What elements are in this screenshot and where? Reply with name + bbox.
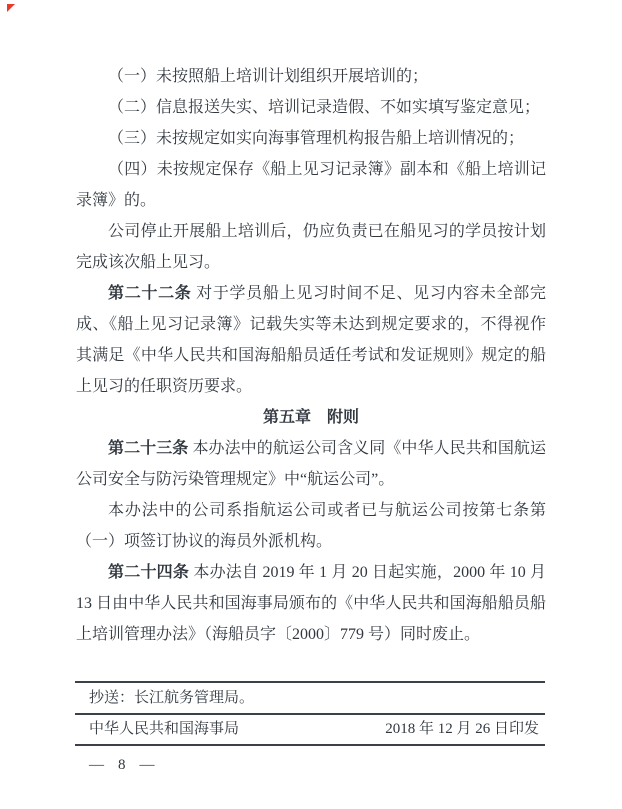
print-date: 2018 年 12 月 26 日印发 [385,721,539,737]
paragraph-text: （三）未按规定如实向海事管理机构报告船上培训情况的； [108,130,525,147]
article-number: 第二十三条 [108,440,189,457]
list-item-1 [76,61,546,92]
paragraph-text: 本办法自 2019 年 1 月 20 日起实施，2000 年 10 月 13 日由中华人民共和国海事局颁布的《中华人民共和国海船船员船上培训管理办法》（海船员字〔2000〕779 号）同时废止。 [76,564,546,643]
article-23-paragraph [76,433,546,495]
paragraph-text: 本办法中的航运公司含义同《中华人民共和国航运公司安全与防污染管理规定》中“航运公司”。 [76,440,546,488]
page-number-value: 8 [118,757,126,773]
article-22-paragraph [76,278,546,402]
article-number: 第二十四条 [108,564,190,581]
divider [75,744,545,746]
paragraph-text: （一）未按照船上培训计划组织开展培训的； [108,68,429,85]
list-item-3 [76,123,546,154]
document-footer [75,681,545,775]
article-number: 第二十二条 [108,285,192,302]
paragraph-text: 本办法中的公司系指航运公司或者已与航运公司按第七条第（一）项签订协议的海员外派机构。 [76,502,546,550]
list-item-4 [76,154,546,216]
issuing-agency: 中华人民共和国海事局 [89,721,240,737]
paragraph-text: 公司停止开展船上培训后，仍应负责已在船见习的学员按计划完成该次船上见习。 [76,223,546,271]
red-corner-marker-icon [7,4,15,12]
page-dash-right: — [139,757,155,773]
issuer-row [75,715,545,744]
paragraph-text: （四）未按规定保存《船上见习记录簿》副本和《船上培训记录簿》的。 [76,161,546,209]
chapter-heading: 第五章 附则 [262,409,359,426]
paragraph-text: 对于学员船上见习时间不足、见习内容未全部完成、《船上见习记录簿》记载失实等未达到规定要求的，不得视作其满足《中华人民共和国海船船员适任考试和发证规则》规定的船上见习的任职资历要求。 [76,285,546,395]
paragraph [76,495,546,557]
paragraph [76,216,546,278]
article-24-paragraph [76,557,546,650]
cc-note: 抄送：长江航务管理局。 [89,690,255,706]
list-item-2 [76,92,546,123]
page-number [75,755,545,775]
document-body [76,61,546,650]
page-dash-left: — [89,757,104,773]
paragraph-text: （二）信息报送失实、培训记录造假、不如实填写鉴定意见； [108,99,541,116]
